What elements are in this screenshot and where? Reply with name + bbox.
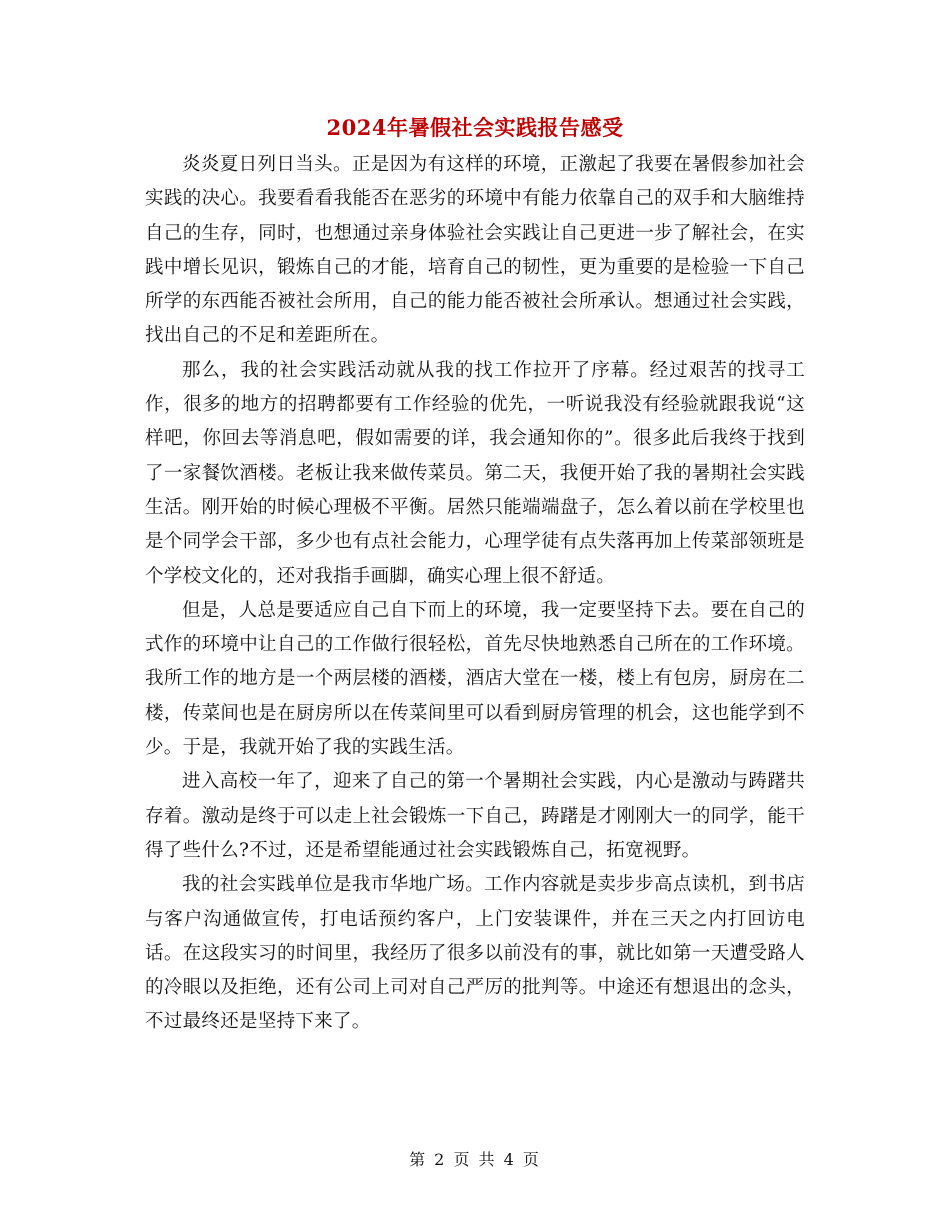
page-number-footer: 第 2 页 共 4 页 — [409, 1150, 541, 1169]
document-title: 2024年暑假社会实践报告感受 — [326, 115, 624, 140]
paragraph-5: 我的社会实践单位是我市华地广场。工作内容就是卖步步高点读机，到书店与客户沟通做宣传，打电话预约客户，上门安装课件，并在三天之内打回访电话。在这段实习的时间里，我经历了很多以前没有的事，就比如第一天遭受路人的冷眼以及拒绝，还有公司上司对自己严厉的批判等。中途还有想退出的念头，不过最终还是坚持下来了。 — [145, 874, 805, 1033]
paragraph-1: 炎炎夏日列日当头。正是因为有这样的环境，正激起了我要在暑假参加社会实践的决心。我要看看我能否在恶劣的环境中有能力依靠自己的双手和大脑维持自己的生存，同时，也想通过亲身体验社会实践让自己更进一步了解社会，在实践中增长见识，锻炼自己的才能，培育自己的韧性，更为重要的是检验一下自己所学的东西能否被社会所用，自己的能力能否被社会所承认。想通过社会实践，找出自己的不足和差距所在。 — [145, 154, 805, 347]
paragraph-2: 那么，我的社会实践活动就从我的找工作拉开了序幕。经过艰苦的找寻工作，很多的地方的招聘都要有工作经验的优先，一听说我没有经验就跟我说“这样吧，你回去等消息吧，假如需要的详，我会通知你的”。很多此后我终于找到了一家餐饮酒楼。老板让我来做传菜员。第二天，我便开始了我的暑期社会实践生活。刚开始的时候心理极不平衡。居然只能端端盘子，怎么着以前在学校里也是个同学会干部，多少也有点社会能力，心理学徒有点失落再加上传菜部领班是个学校文化的，还对我指手画脚，确实心理上很不舒适。 — [145, 359, 805, 587]
paragraph-3: 但是，人总是要适应自己自下而上的环境，我一定要坚持下去。要在自己的式作的环境中让自己的工作做行很轻松，首先尽快地熟悉自己所在的工作环境。我所工作的地方是一个两层楼的酒楼，酒店大堂在一楼，楼上有包房，厨房在二楼，传菜间也是在厨房所以在传菜间里可以看到厨房管理的机会，这也能学到不少。于是，我就开始了我的实践生活。 — [145, 599, 805, 759]
paragraph-4: 进入高校一年了，迎来了自己的第一个暑期社会实践，内心是激动与踌躇共存着。激动是终于可以走上社会锻炼一下自己，踌躇是才刚刚大一的同学，能干得了些什么?不过，还是希望能通过社会实践锻炼自己，拓宽视野。 — [145, 771, 805, 861]
document-body — [145, 148, 805, 1040]
